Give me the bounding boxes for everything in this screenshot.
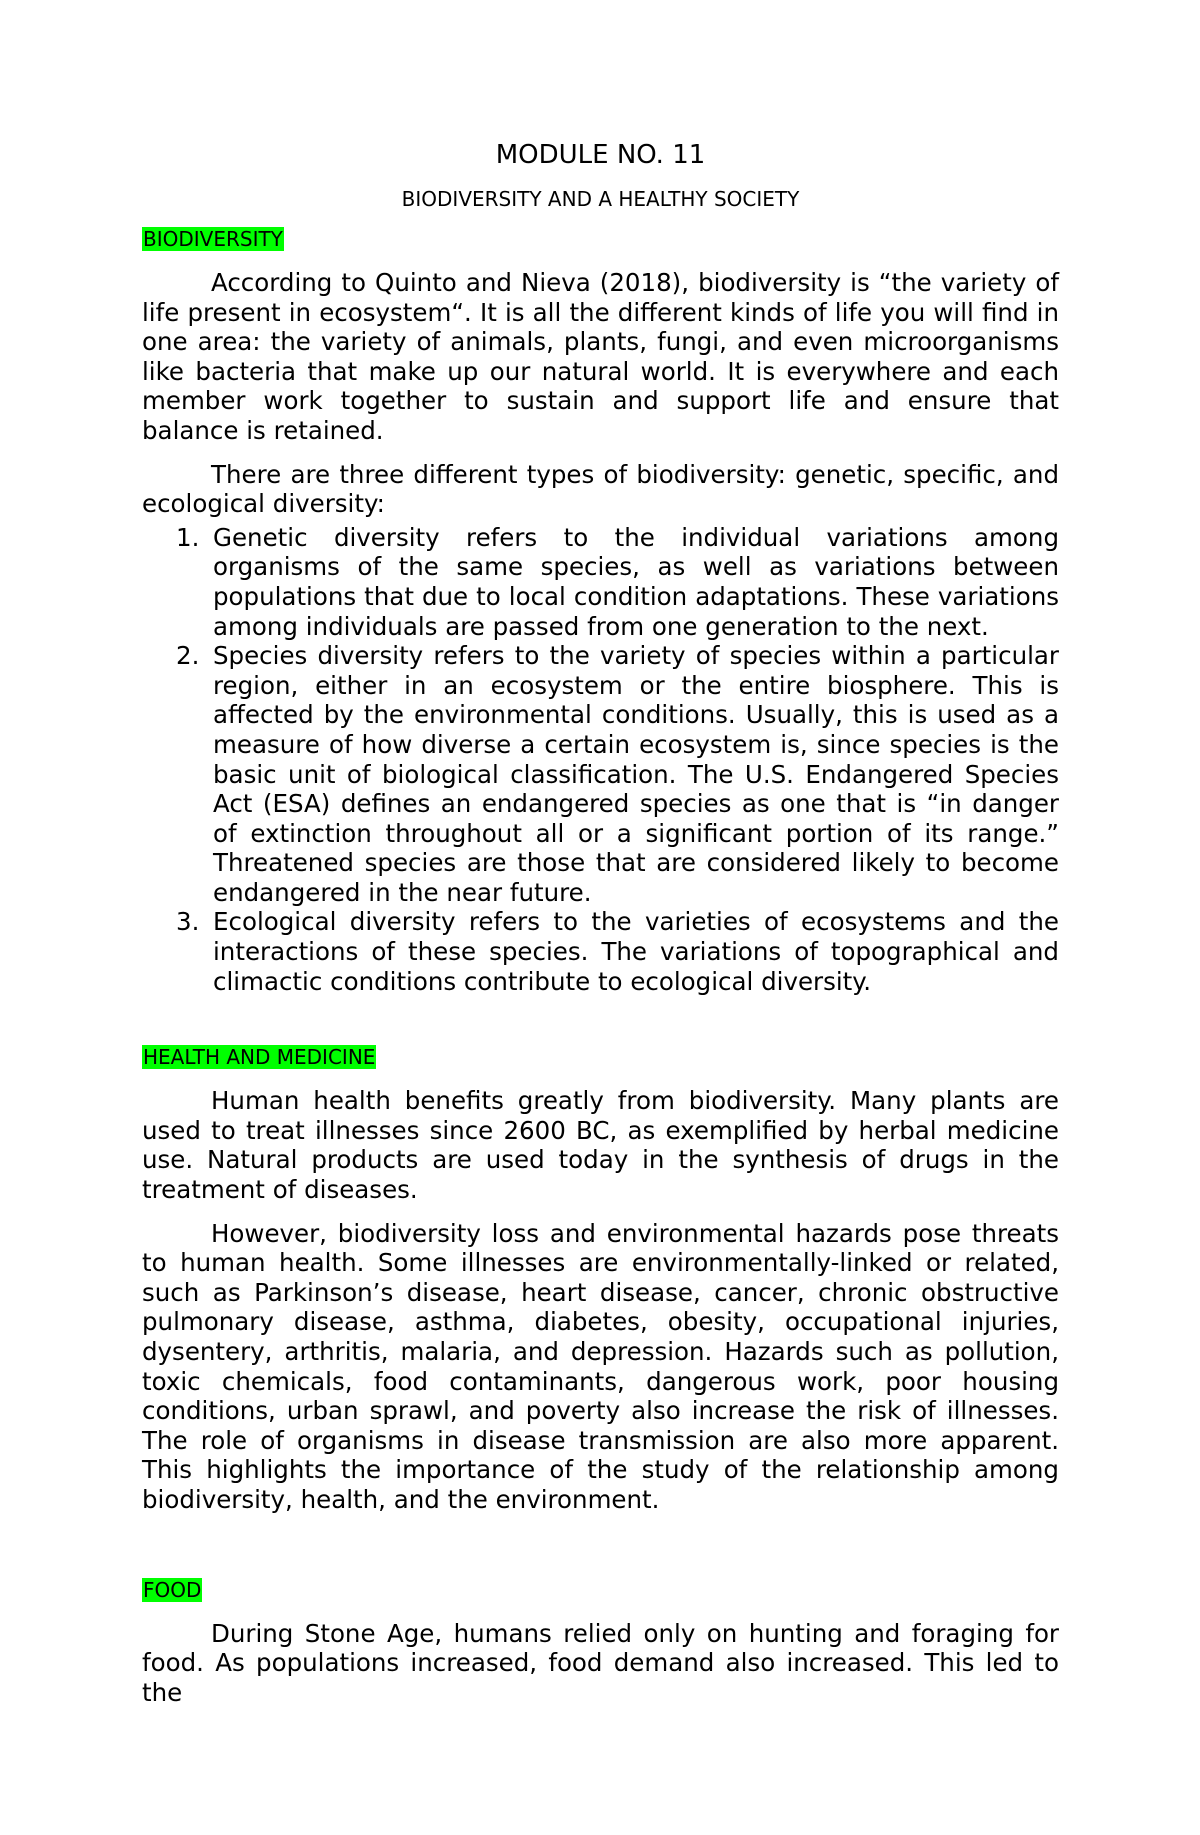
list-item xyxy=(142,907,1059,996)
paragraph-health-benefits: Human health benefits greatly from biodiversity. Many plants are used to treat illnesses since 2600 BC, as exemplified by herbal medicine use. Natural products are used today in the synthesis of drugs in the treatment of diseases. xyxy=(142,1086,1059,1205)
list-item-number: 1. xyxy=(176,522,200,552)
paragraph-biodiversity-types: There are three different types of biodiversity: genetic, specific, and ecological diversity: xyxy=(142,459,1059,519)
highlighted-heading: HEALTH AND MEDICINE xyxy=(143,1045,376,1070)
module-title: MODULE NO. 11 xyxy=(495,140,706,170)
paragraph-health-threats: However, biodiversity loss and environmental hazards pose threats to human health. Some illnesses are environmentally-linked or related, such as Parkinson’s disease, heart disease, cancer, chronic obstructive pulmonary disease, asthma, diabetes, obesity, occupational injuries, dysentery, arthritis, malaria, and depression. Hazards such as pollution, toxic chemicals, food contaminants, dangerous work, poor housing conditions, urban sprawl, and poverty also increase the risk of illnesses. The role of organisms in disease transmission are also more apparent. This highlights the importance of the study of the relationship among biodiversity, health, and the environment. xyxy=(142,1218,1059,1514)
highlighted-heading: FOOD xyxy=(143,1577,202,1602)
paragraph-food-history: During Stone Age, humans relied only on hunting and foraging for food. As populations increased, food demand also increased. This led to the xyxy=(142,1618,1059,1707)
list-item-text: Ecological diversity refers to the varieties of ecosystems and the interactions of these species. The variations of topographical and climactic conditions contribute to ecological diversity. xyxy=(213,907,1059,996)
document-page xyxy=(142,138,1059,1721)
section-heading-health xyxy=(142,1044,1059,1070)
biodiversity-types-list xyxy=(142,523,1059,997)
list-item-number: 3. xyxy=(176,907,200,937)
spacer xyxy=(142,996,1059,1044)
list-item-text: Species diversity refers to the variety of species within a particular region, either in an ecosystem or the entire biosphere. This is affected by the environmental conditions. Usually, this is used as a measure of how diverse a certain ecosystem is, since species is the basic unit of biological classification. The U.S. Endangered Species Act (ESA) defines an endangered species as one that is “in danger of extinction throughout all or a significant portion of its range.” Threatened species are those that are considered likely to become endangered in the near future. xyxy=(213,641,1059,907)
spacer xyxy=(142,1529,1059,1577)
paragraph-biodiversity-definition: According to Quinto and Nieva (2018), biodiversity is “the variety of life present in ecosystem“. It is all the different kinds of life you will find in one area: the variety of animals, plants, fungi, and even microorganisms like bacteria that make up our natural world. It is everywhere and each member work together to sustain and support life and ensure that balance is retained. xyxy=(142,268,1059,445)
list-item xyxy=(142,523,1059,641)
highlighted-heading: BIODIVERSITY xyxy=(143,227,283,251)
section-heading-food xyxy=(142,1577,1059,1603)
list-item-number: 2. xyxy=(176,641,200,671)
section-heading-biodiversity xyxy=(142,226,1059,252)
list-item xyxy=(142,641,1059,907)
module-subtitle: BIODIVERSITY AND A HEALTHY SOCIETY xyxy=(401,187,800,211)
list-item-text: Genetic diversity refers to the individual variations among organisms of the same species, as well as variations between populations that due to local condition adaptations. These variations among individuals are passed from one generation to the next. xyxy=(213,522,1059,641)
